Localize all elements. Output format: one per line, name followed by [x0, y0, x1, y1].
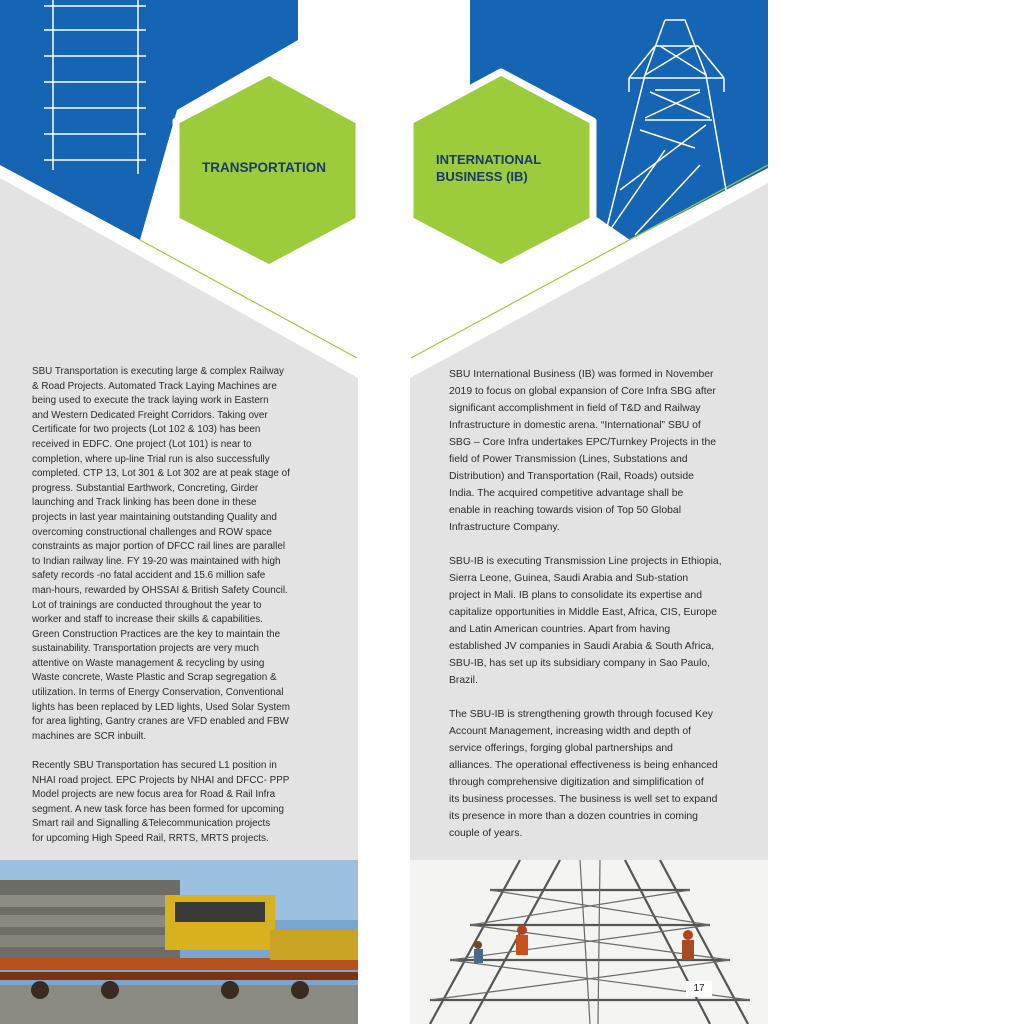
ib-heading — [436, 151, 541, 185]
transportation-heading-text: TRANSPORTATION — [202, 160, 326, 175]
page-number: 17 — [686, 981, 712, 997]
transportation-paragraph-2: Recently SBU Transportation has secured L1 position in NHAI road project. EPC Projects by NHAI and DFCC- PPP Model projects are new focus area for Road & Rail Infra segment. A new task force has been formed for upcoming Smart rail and Signalling &Telecommunication projects for upcoming High Speed Rail, RRTS, MRTS projects. — [32, 760, 290, 844]
track-laying-machine-photo — [0, 860, 358, 1024]
ib-paragraph-2: SBU-IB is executing Transmission Line projects in Ethiopia, Sierra Leone, Guinea, Saudi Arabia and Sub-station project in Mali. IB plans to consolidate its expertise and capitalize opportunities in Middle East, Africa, CIS, Europe and Latin American countries. Apart from having established JV companies in Saudi Arabia & South Africa, SBU-IB, has set up its subsidiary company in Sao Paulo, Brazil. — [449, 556, 722, 686]
transportation-heading — [202, 159, 326, 176]
ib-heading-line2: BUSINESS (IB) — [436, 169, 528, 184]
ib-heading-line1: INTERNATIONAL — [436, 152, 542, 167]
transportation-body — [32, 365, 332, 847]
transmission-tower-workers-photo — [410, 860, 768, 1024]
ib-paragraph-3: The SBU-IB is strengthening growth through focused Key Account Management, increasing width and depth of service offerings, forging global partnerships and alliances. The operational effectiveness is being enhanced through comprehensive digitization and simplification of its business processes. The business is well set to expand its presence in more than a dozen countries in coming couple of years. — [449, 709, 718, 839]
transportation-paragraph-1: SBU Transportation is executing large & complex Railway & Road Projects. Automated Track Laying Machines are being used to execute the track laying work in Eastern and Western Dedicated Freight Corridors. Taking over Certificate for two projects (Lot 102 & 103) has been received in EDFC. One project (Lot 101) is near to completion, where up-line Trial run is also successfully completed. CTP 13, Lot 301 & Lot 302 are at peak stage of progress. Substantial Earthwork, Concreting, Girder launching and Track linking has been done in these projects in last year maintaining outstanding Quality and overcoming constructional challenges and ROW space constraints as major portion of DFCC rail lines are parallel to Indian railway line. FY 19-20 was maintained with high safety records -no fatal accident and 15.6 million safe man-hours, rewarded by OHSSAI & British Safety Council. Lot of trainings are conducted throughout the year to worker and staff to increase their skills & capabilities. Green Construction Practices are the key to maintain the sustainability. Transportation projects are very much attentive on Waste management & recycling by using Waste concrete, Waste Plastic and Scrap segregation & utilization. In terms of Energy Conservation, Conventional lights has been replaced by LED lights, Used Solar System for area lighting, Gantry cranes are VFD enabled and FBW machines are SCR inbuilt. — [32, 366, 290, 742]
ib-paragraph-1: SBU International Business (IB) was formed in November 2019 to focus on global expansion of Core Infra SBG after significant accomplishment in field of T&D and Railway Infrastructure in domestic arena. “International” SBU of SBG – Core Infra undertakes EPC/Turnkey Projects in the field of Power Transmission (Lines, Substations and Distribution) and Transportation (Rail, Roads) outside India. The acquired competitive advantage shall be enable in reaching towards vision of Top 50 Global Infrastructure Company. — [449, 369, 717, 533]
ib-body — [449, 366, 744, 842]
